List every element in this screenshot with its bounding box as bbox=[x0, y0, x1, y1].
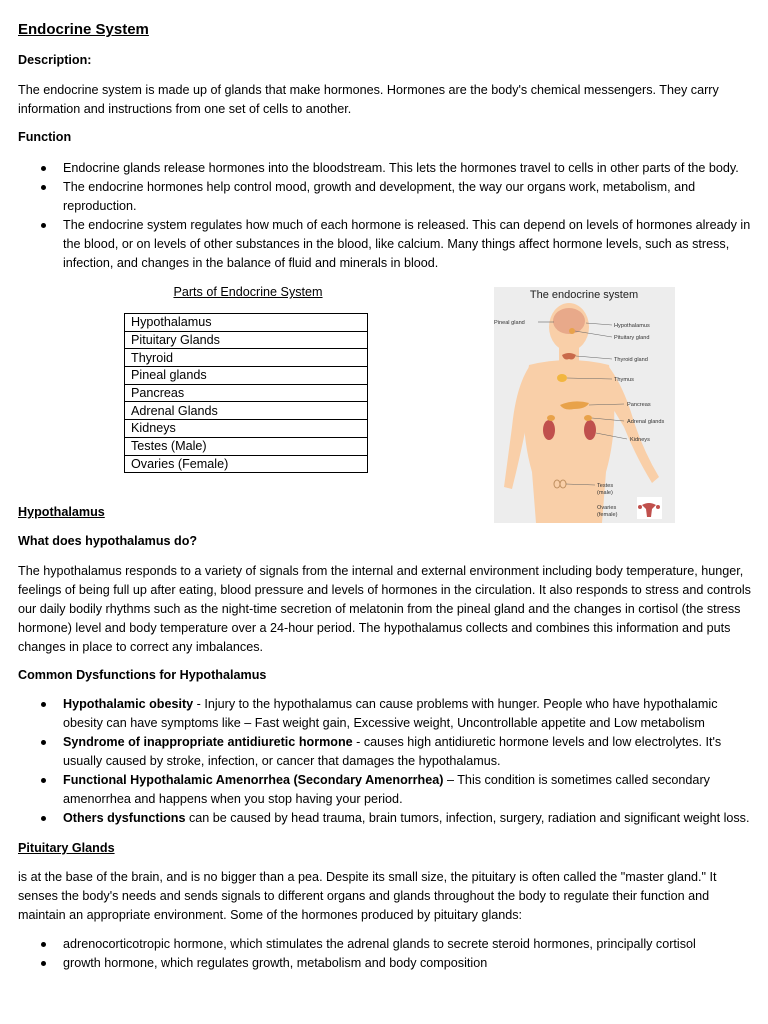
thymus-icon bbox=[557, 374, 567, 382]
list-item bbox=[18, 809, 752, 828]
dysfunction-term: Syndrome of inappropriate antidiuretic hormone bbox=[63, 735, 353, 749]
document-title: Endocrine System bbox=[18, 21, 149, 38]
adrenal-gland-icon bbox=[584, 415, 592, 421]
table-row bbox=[125, 367, 368, 385]
label-thyroid-gland: Thyroid gland bbox=[614, 357, 648, 363]
table-cell: Thyroid bbox=[125, 349, 368, 367]
description-text: The endocrine system is made up of glands that make hormones. Hormones are the body's chemical messengers. They carry information and instructions from one set of cells to another. bbox=[18, 83, 719, 116]
dysfunction-term: Functional Hypothalamic Amenorrhea (Secondary Amenorrhea) bbox=[63, 773, 444, 787]
table-cell: Pancreas bbox=[125, 384, 368, 402]
list-item: Endocrine glands release hormones into the bloodstream. This lets the hormones travel to cells in other parts of the body. bbox=[18, 159, 752, 178]
pituitary-text: is at the base of the brain, and is no bigger than a pea. Despite its small size, the pituitary is often called the "master gland." It senses the body's needs and sends signals to different organs and glands throughout the body to regulate their function and maintain an appropriate environment. Some of the hormones produced by pituitary glands: bbox=[18, 870, 717, 922]
dysfunction-text: can be caused by head trauma, brain tumors, infection, surgery, radiation and significant weight loss. bbox=[185, 811, 750, 825]
dysfunction-text: - Injury to the hypothalamus can cause problems with hunger. People who have hypothalamic obesity can have symptoms like – Fast weight gain, Excessive weight, Uncontrollable appetite and Low metabolism bbox=[63, 697, 718, 730]
list-item bbox=[18, 771, 752, 809]
ovaries-icon bbox=[637, 497, 662, 519]
table-row bbox=[125, 349, 368, 367]
table-cell: Ovaries (Female) bbox=[125, 455, 368, 473]
dysfunction-term: Others dysfunctions bbox=[63, 811, 186, 825]
label-ovaries: Ovaries bbox=[597, 505, 617, 511]
table-row bbox=[125, 437, 368, 455]
table-cell: Kidneys bbox=[125, 420, 368, 438]
label-pituitary-gland: Pituitary gland bbox=[614, 335, 650, 341]
hypothalamus-question: What does hypothalamus do? bbox=[18, 534, 198, 548]
list-item: The endocrine hormones help control mood, growth and development, the way our organs work, metabolism, and reproduction. bbox=[18, 178, 752, 216]
dysfunctions-heading: Common Dysfunctions for Hypothalamus bbox=[18, 668, 267, 682]
label-testes-sub: (male) bbox=[597, 490, 613, 496]
table-cell: Pituitary Glands bbox=[125, 331, 368, 349]
function-list bbox=[18, 159, 752, 273]
brain-icon bbox=[553, 308, 585, 334]
pituitary-heading: Pituitary Glands bbox=[18, 841, 115, 855]
adrenal-gland-icon bbox=[547, 415, 555, 421]
label-kidneys: Kidneys bbox=[630, 437, 650, 443]
dysfunction-term: Hypothalamic obesity bbox=[63, 697, 194, 711]
dysfunctions-list bbox=[18, 695, 752, 828]
label-pineal-gland: Pineal gland bbox=[494, 320, 525, 326]
table-row bbox=[125, 420, 368, 438]
label-ovaries-sub: (female) bbox=[597, 512, 618, 518]
table-row bbox=[125, 331, 368, 349]
label-testes: Testes bbox=[597, 483, 614, 489]
pituitary-gland-icon bbox=[569, 328, 575, 334]
kidney-right-icon bbox=[584, 420, 596, 440]
hypothalamus-text: The hypothalamus responds to a variety of signals from the internal and external environment including body temperature, hunger, feelings of being full up after eating, blood pressure and levels of hormones in the circulation. It also responds to stress and controls our daily bodily rhythms such as the night-time secretion of melatonin from the pineal gland and the changes in cortisol (the stress hormone) level and body temperature over a 24-hour period. The hypothalamus collects and combines this information and puts changes in place to correct any imbalances. bbox=[18, 564, 751, 654]
endocrine-system-diagram bbox=[494, 287, 675, 523]
dysfunction-text: – This condition is sometimes called secondary amenorrhea and happens when you stop having your period. bbox=[63, 773, 710, 806]
table-cell: Pineal glands bbox=[125, 367, 368, 385]
table-cell: Hypothalamus bbox=[125, 314, 368, 332]
table-cell: Adrenal Glands bbox=[125, 402, 368, 420]
table-row bbox=[125, 314, 368, 332]
pituitary-hormones-list bbox=[18, 935, 752, 973]
diagram-title: The endocrine system bbox=[529, 289, 639, 301]
table-row bbox=[125, 455, 368, 473]
description-heading: Description: bbox=[18, 53, 92, 67]
label-thymus: Thymus bbox=[614, 377, 634, 383]
table-cell: Testes (Male) bbox=[125, 437, 368, 455]
label-pancreas: Pancreas bbox=[627, 402, 651, 408]
table-row bbox=[125, 384, 368, 402]
label-hypothalamus: Hypothalamus bbox=[614, 323, 650, 329]
dysfunction-text: - causes high antidiuretic hormone levels and low electrolytes. It's usually caused by stroke, infection, or cancer that damages the hypothalamus. bbox=[63, 735, 722, 768]
label-adrenal-glands: Adrenal glands bbox=[627, 419, 665, 425]
list-item: The endocrine system regulates how much of each hormone is released. This can depend on levels of hormones already in the blood, or on levels of other substances in the blood, like calcium. Many things affect hormone levels, such as stress, infection, and changes in the balance of fluid and minerals in blood. bbox=[18, 216, 752, 273]
list-item: adrenocorticotropic hormone, which stimulates the adrenal glands to secrete steroid hormones, principally cortisol bbox=[18, 935, 752, 954]
table-row bbox=[125, 402, 368, 420]
kidney-left-icon bbox=[543, 420, 555, 440]
parts-table-caption: Parts of Endocrine System bbox=[173, 285, 323, 299]
function-heading: Function bbox=[18, 130, 72, 144]
list-item: growth hormone, which regulates growth, metabolism and body composition bbox=[18, 954, 752, 973]
list-item bbox=[18, 733, 752, 771]
list-item bbox=[18, 695, 752, 733]
parts-table bbox=[124, 313, 368, 473]
hypothalamus-heading: Hypothalamus bbox=[18, 505, 105, 519]
